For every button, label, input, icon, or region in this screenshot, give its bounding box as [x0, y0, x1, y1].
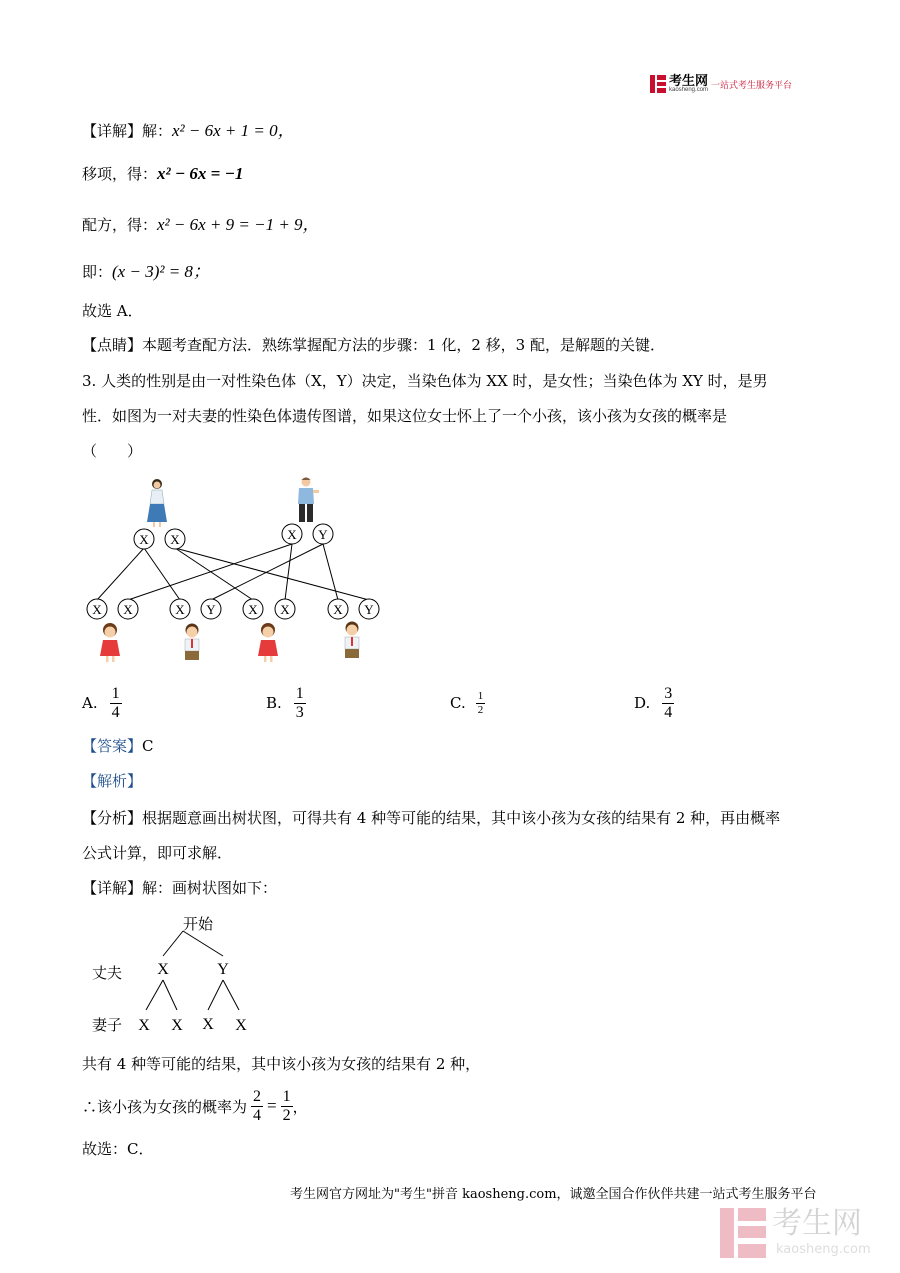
- watermark-name: 考生网: [772, 1206, 862, 1241]
- option-b: [266, 683, 306, 723]
- mother-chromosome-1: [134, 529, 154, 549]
- father-chromosome-1: [282, 524, 302, 544]
- watermark-logo: [718, 1206, 888, 1260]
- tree-row1-label: 丈夫: [91, 964, 123, 982]
- step3-label: 即：: [82, 263, 113, 281]
- option-b-fraction: [294, 685, 306, 722]
- child3-chromosome-1-label: X: [248, 602, 258, 617]
- tree-diagram: [80, 905, 280, 1040]
- question3-line1: 3. 人类的性别是由一对性染色体（X，Y）决定，当染色体为 XX 时，是女性；当染色体为 XY 时，是男: [82, 372, 768, 390]
- probability-line: [82, 1082, 308, 1130]
- logo-mark-icon: [650, 75, 666, 93]
- option-c-letter: C.: [450, 694, 466, 712]
- prob-f1-den: 4: [253, 1106, 262, 1124]
- option-b-num: 1: [295, 684, 304, 702]
- step1-equation: x² − 6x = −1: [157, 164, 244, 183]
- child3-chromosome-1: [243, 599, 263, 619]
- child2-chromosome-2-label: Y: [206, 602, 216, 617]
- tree-row2-label: 妻子: [91, 1016, 123, 1034]
- option-a: [82, 683, 122, 723]
- child1-chromosome-1-label: X: [92, 602, 102, 617]
- option-b-letter: B.: [266, 694, 282, 712]
- option-b-den: 3: [295, 703, 304, 721]
- option-c-num: 1: [477, 689, 484, 702]
- child4-chromosome-2: [359, 599, 379, 619]
- option-a-den: 4: [111, 703, 120, 721]
- detail1-step2: [82, 210, 320, 235]
- analysis-line2: 公式计算，即可求解．: [82, 844, 233, 862]
- father-figure-icon: [298, 478, 319, 523]
- girl-figure-icon: [100, 623, 120, 662]
- mother-chromosome-1-label: X: [139, 532, 149, 547]
- question3-line2: 性．如图为一对夫妻的性染色体遗传图谱，如果这位女士怀上了一个小孩，该小孩为女孩的概率是: [82, 407, 728, 425]
- tree-wife-x1: X: [138, 1017, 150, 1034]
- watermark-domain: kaosheng.com: [776, 1242, 871, 1257]
- boy-figure-2-icon: [345, 622, 359, 659]
- child2-chromosome-2: [201, 599, 221, 619]
- option-c-fraction: [476, 690, 486, 717]
- footer-text: 考生网官方网址为"考生"拼音 kaosheng.com，诚邀全国合作伙伴共建一站式考生服务平台: [290, 1187, 817, 1202]
- child1-chromosome-2: [118, 599, 138, 619]
- child2-chromosome-1-label: X: [175, 602, 185, 617]
- tree-wife-x2: X: [171, 1017, 183, 1034]
- step2-label: 配方，得：: [82, 216, 158, 234]
- option-a-letter: A.: [82, 694, 98, 712]
- watermark-mark-icon: [718, 1206, 768, 1260]
- mother-chromosome-2-label: X: [170, 532, 180, 547]
- mother-figure-icon: [147, 479, 167, 527]
- detail2-result: 共有 4 种等可能的结果，其中该小孩为女孩的结果有 2 种，: [82, 1055, 481, 1073]
- step3-equation: (x − 3)² = 8；: [112, 262, 210, 281]
- option-a-num: 1: [111, 684, 120, 702]
- father-chromosome-2-label: Y: [318, 527, 328, 542]
- analysis-heading: 【解析】: [82, 772, 143, 790]
- answer-label: 【答案】: [82, 737, 143, 755]
- child4-chromosome-1-label: X: [333, 602, 343, 617]
- detail1-line: [82, 116, 295, 141]
- prob-f1-num: 2: [253, 1087, 262, 1105]
- logo-domain: kaosheng.com: [669, 86, 709, 93]
- detail2-conclusion: 故选：C．: [82, 1140, 154, 1158]
- answer-value: C: [142, 737, 154, 755]
- tree-wife-x3: X: [202, 1016, 214, 1033]
- tree-root: 开始: [182, 915, 214, 933]
- question3-paren: （ ）: [82, 442, 143, 460]
- inheritance-lines: [97, 544, 369, 600]
- comment1-text: 本题考查配方法．熟练掌握配方法的步骤：1 化，2 移，3 配，是解题的关键．: [142, 336, 665, 354]
- analysis-text1: 根据题意画出树状图，可得共有 4 种等可能的结果，其中该小孩为女孩的结果有 2 种，再由概率: [142, 809, 781, 827]
- logo-slogan: 一站式考生服务平台: [711, 79, 793, 90]
- detail1-equation: x² − 6x + 1 = 0，: [172, 121, 295, 140]
- girl-figure-2-icon: [258, 623, 278, 662]
- prob-f2-den: 2: [282, 1106, 291, 1124]
- father-chromosome-2: [313, 524, 333, 544]
- child2-chromosome-1: [170, 599, 190, 619]
- prob-suffix: ，: [292, 1097, 308, 1116]
- option-d-num: 3: [664, 684, 673, 702]
- prob-f2-num: 1: [282, 1087, 291, 1105]
- tree-husband-x: X: [157, 961, 169, 978]
- tree-husband-y: Y: [217, 961, 229, 978]
- child1-chromosome-1: [87, 599, 107, 619]
- mother-chromosome-2: [165, 529, 185, 549]
- tree-wife-x4: X: [235, 1017, 247, 1034]
- detail2-label: 【详解】解：画树状图如下：: [82, 879, 278, 897]
- option-c: [450, 683, 485, 723]
- comment1-label: 【点睛】: [82, 336, 143, 354]
- logo-name: 考生网: [669, 72, 709, 88]
- child3-chromosome-2-label: X: [280, 602, 290, 617]
- child4-chromosome-2-label: Y: [364, 602, 374, 617]
- comment1-line: [82, 334, 665, 355]
- detail1-conclusion: 故选 A．: [82, 302, 143, 320]
- child4-chromosome-1: [328, 599, 348, 619]
- answer-line: [82, 735, 154, 756]
- detail1-step3: [82, 257, 210, 282]
- header-logo: [650, 73, 792, 95]
- prob-prefix: ∴该小孩为女孩的概率为: [82, 1097, 248, 1116]
- option-d-letter: D.: [634, 694, 651, 712]
- option-d-den: 4: [664, 703, 673, 721]
- boy-figure-icon: [185, 624, 199, 661]
- prob-fraction-2: [281, 1088, 293, 1125]
- child3-chromosome-2: [275, 599, 295, 619]
- detail1-step1: [82, 163, 243, 184]
- option-d-fraction: [662, 685, 674, 722]
- step1-label: 移项，得：: [82, 165, 158, 183]
- inheritance-diagram: [80, 472, 390, 672]
- analysis-line1: [82, 807, 780, 828]
- prob-equals: =: [267, 1096, 277, 1115]
- child1-chromosome-2-label: X: [123, 602, 133, 617]
- father-chromosome-1-label: X: [287, 527, 297, 542]
- option-d: [634, 683, 674, 723]
- analysis-label: 【分析】: [82, 809, 143, 827]
- detail1-label: 【详解】解：: [82, 122, 173, 140]
- option-c-den: 2: [477, 703, 484, 716]
- step2-equation: x² − 6x + 9 = −1 + 9，: [157, 215, 320, 234]
- prob-fraction-1: [251, 1088, 263, 1125]
- option-a-fraction: [110, 685, 122, 722]
